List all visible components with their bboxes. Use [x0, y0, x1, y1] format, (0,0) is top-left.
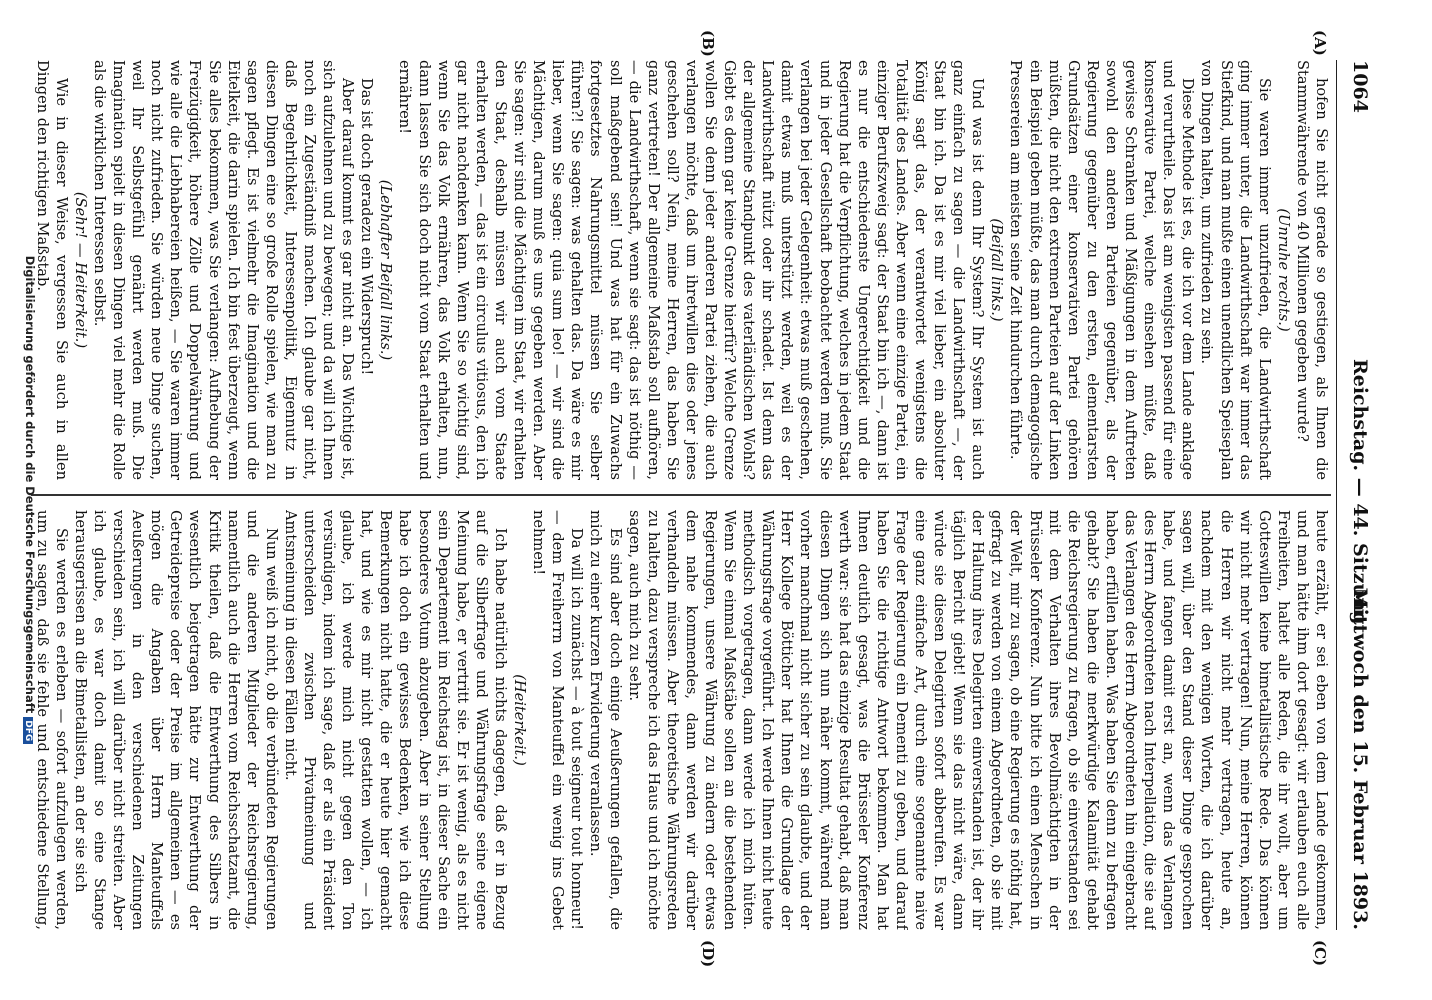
- left-column-paragraph: (Sehr! — Heiterkeit.): [71, 191, 89, 349]
- credit-text: Digitalisierung gefördert durch die Deutsche Forschungsgemeinschaft: [23, 255, 37, 714]
- page-number: 1064: [1349, 60, 1371, 113]
- right-column-paragraph: Es sind aber doch einige Aeußerungen gefallen, die mich zu einer kurzen Erwiderung veranlassen.: [587, 510, 624, 930]
- left-column-paragraph: Und was ist denn Ihr System? Ihr System ist auch ganz einfach zu sagen — die Landwirthschaft —, der Staat bin ich. Da ist es mir viel lieber, ein absoluter König sagt das, der verantwortet wenigstens die Totalität des Landes. Aber wenn eine einzige Partei, ein einziger Berufszweig sagt: der Staat bin ich —, dann ist es nur die entschiedenste Ungerechtigkeit und die Regierung hat die Verpflichtung, welches in jedem Staat und in jeder Gesellschaft beobachtet werden muß. Sie verlangen bei jeder Gelegenheit: etwas muß geschehen, damit etwas muß unterstützt werden, weil es der Landwirthschaft nützt oder ihr schadet. Ist denn das der allgemeine Standpunkt des vaterländischen Wohls? Giebt es denn gar keine Grenze hierfür? Welche Grenze wollen Sie denn jeder anderen Partei ziehen, die auch verlangen möchte, daß um ihretwillen dies oder jenes geschehen soll? Nein, meine Herren, das haben Sie ganz vertreten! Der allgemeine Maßstab soll aufhören, — die Landwirthschaft, wenn sie sagt: das ist nöthig — soll maßgebend sein! Und was hat für ein Zuwachs fortgesetztes Nahrungsmittel müssen Sie selber führen?! Sie sagen: was gehalten das. Da wäre es mir lieber, wenn Sie sagen: quia sum leo! — wir sind die Mächtigen, darum muß es uns gegeben werden. Aber Sie sagen: wir sind die Mächtigen im Staat, wir erhalten den Staat, deshalb müssen wir auch vom Staate erhalten werden, — das ist ein circulus vitiosus, den ich gar nicht nachdenken kann. Wenn Sie so wichtig sind, wenn Sie das Volk ernähren, das Volk erhalten, nun, dann lassen Sie sich doch nicht vom Staat erhalten und ernähren!: [396, 60, 987, 480]
- digitization-credit: [23, 0, 37, 1000]
- left-column-paragraph: hofen Sie nicht gerade so gestiegen, als Ihnen die Stammwährende von 40 Millionen gegeben wurde?: [1293, 60, 1330, 480]
- left-column: [31, 60, 1331, 480]
- margin-marker-d: (D): [699, 940, 717, 968]
- dfg-logo: DFG: [23, 717, 33, 744]
- right-column-paragraph: Ich habe natürlich nichts dagegen, daß er in Bezug auf die Silberfrage und Währungsfrage seine eigene Meinung habe, er vertritt sie. Er ist wenig, als es nicht sein Departement im Reichstag ist, in dieser Sache ein besonderes Votum abzugeben. Aber in seiner Stellung habe ich doch ein gewisses Bedenken, wie ich diese Bemerkungen nicht hatte, die er heute hier gemacht hat, und wie es mir nicht gestatten wollen, — ich glaube, ich werde mich nicht gegen den Ton versündigen, indem ich sage, daß er als ein Präsident unterscheiden zwischen Privatmeinung und Amtsmeinung in diesen Fällen nicht.: [281, 510, 509, 930]
- page-header: [1336, 60, 1377, 930]
- left-column-paragraph: Aber darauf kommt es gar nicht an. Das Wichtige ist, sich aufzulehnen und zu bewegen; und da will ich Ihnen noch ein Zugeständniß machen. Ich glaube gar nicht, daß Begehrlichkeit, Interessenpolitik, Eigennutz in diesen Dingen eine so große Rolle spielen, wie man zu sagen pflegt. Es ist vielmehr die Imagination und die Eitelkeit, die darin spielen. Ich bin fest überzeugt, wenn Sie alles bekommen, was Sie verlangen: Aufhebung der Freizügigkeit, höhere Zölle und Doppelwährung und wie alle die Liebhabereien heißen, — Sie waren immer noch nicht zufrieden. Sie würden neue Dinge suchen, weil Ihr Selbstgefühl genährt werden muß. Die Imagination spielt in diesen Dingen viel mehr die Rolle als die wirklichen Interessen selbst.: [91, 60, 357, 480]
- left-column-paragraph: (Unruhe rechts.): [1274, 208, 1292, 332]
- margin-marker-a: (A): [1311, 30, 1329, 56]
- left-column-paragraph: (Beifall links.): [988, 218, 1006, 322]
- page-date: Mittwoch den 15. Februar 1893.: [1349, 587, 1371, 930]
- left-column-paragraph: (Lebhafter Beifall links.): [377, 179, 395, 361]
- margin-marker-b: (B): [699, 30, 717, 57]
- left-column-paragraph: Das ist doch geradezu ein Widerspruch!: [358, 78, 376, 376]
- margin-marker-c: (C): [1311, 940, 1329, 967]
- right-column-paragraph: (Heiterkeit.): [511, 674, 529, 766]
- right-column-paragraph: Nun weiß ich nicht, ob die verbündeten Regierungen und die anderen Mitglieder der Reichsregierung, namentlich auch die Herren vom Reichsschatzamt, die Kritik theilen, daß die Entwerthung des Silbers in wesentlich beigetragen hätte zur Entwerthung der Getreidepreise oder der Preise im allgemeinen — es mögen die Angaben über Herrn Manteuffels Aeußerungen in den verschiedenen Zeitungen verschieden sein, ich will darüber nicht streiten. Aber ich glaube, es war doch damit so eine Stange herausgerissen an die Bimetallisten, an der sie sich: [71, 510, 280, 930]
- right-column-paragraph: Da will ich zunächst — à tout seigneur tout honneur! — dem Freiherrn von Manteuffel ein wenig ins Gebet nehmen!: [530, 510, 586, 930]
- page-title: Reichstag. — 44. Sitzung.: [1349, 358, 1371, 632]
- right-column-paragraph: heute erzählt, er sei eben von dem Lande gekommen, und man hätte ihm dort gesagt: wir erlauben euch alle Freiheiten, haltet alle Reden, die ihr wollt, aber um Gotteswillen keine bimetallistische Rede. Das können wir nicht mehr vertragen! Nun, meine Herren, können die Herren wir nicht mehr vertragen, heute an, nachdem mit den wenigen Worten, die ich darüber sagen will, über den Stand dieser Dinge gesprochen habe, und fangen damit erst an, wenn das Verlangen des Herrn Abgeordneten nach Interpellation, die sie auf das Verlangen des Herrn Abgeordneten hin eingebracht haben, erfüllen haben. Was haben Sie denn zu befragen gehabt? Sie haben die merkwürdige Kalamität gehabt die Reichsregierung zu fragen, ob sie einverstanden sei mit dem Verhalten ihres Bevollmächtigten in der Brüsseler Konferenz. Nun bitte ich einen Menschen in der Welt, mir zu sagen, ob eine Regierung es nöthig hat, gefragt zu werden von einem Abgeordneten, ob sie mit der Haltung ihres Delegirten einverstanden ist, der ihr täglich Bericht giebt! Wenn sie das nicht wäre, dann würde sie diesen Delegirten sofort abberufen. Es war eine ganz einfache Art, durch eine sogenannte naive Frage der Regierung ein Dementi zu geben, und darauf haben Sie die richtige Antwort bekommen. Man hat Ihnen deutlich gesagt, was die Brüsseler Konferenz werth war: sie hat das einzige Resultat gehabt, daß man diesen Dingen sich nun näher kommt, während man vorher manchmal nicht sicher zu sein glaubte, und der Herr Kollege Bötticher hat Ihnen die Grundlage der Währungsfrage vorgeführt. Ich werde Ihnen nicht heute methodisch vorgetragen, dann werde ich mich hüten. Wenn Sie einmal Maßstäbe sollen an die bestehenden Regierungen, unsere Währung zu ändern oder etwas dem nahe kommendes, dann werden wir darüber verhandeln müssen. Aber theoretische Währungsreden zu halten, dazu verspreche ich das Haus und ich möchte sagen, auch mich zu sehr.: [625, 510, 1330, 930]
- left-column-paragraph: Wie in dieser Weise, vergessen Sie auch in allen Dingen den richtigen Maßstab.: [33, 60, 70, 480]
- left-column-paragraph: Sie waren immer unzufrieden, die Landwirthschaft ging immer unter, die Landwirthschaft war immer das Stiefkind, und man mußte einen unendlichen Speiseplan von Dingen halten, um zufrieden zu sein.: [1198, 60, 1273, 480]
- right-column: [31, 510, 1331, 930]
- column-divider: [31, 494, 1331, 496]
- right-column-paragraph: Sie werden es erleben — sofort aufzulegen werden, um zu sagen, daß sie fehle und entschiedene Stellung,: [33, 510, 70, 930]
- page-body: [7, 30, 1377, 968]
- left-column-paragraph: Diese Methode ist es, die ich vor dem Lande anklage und verurtheile. Das ist am wenigsten passend für eine konservative Partei, welche einsehen müßte, daß gewisse Schranken und Mäßigungen in dem Auftreten sowohl den anderen Parteien gegenüber, als der Regierung gegenüber zu den ersten, elementarsten Grundsätzen einer konservativen Partei gehören müßten, die nicht den extremen Parteien auf der Linken ein Beispiel geben müßte, das man durch demagogische Pressereien am meisten seine Zeit hindurchen führte.: [1007, 60, 1197, 480]
- text-columns: [21, 60, 1331, 930]
